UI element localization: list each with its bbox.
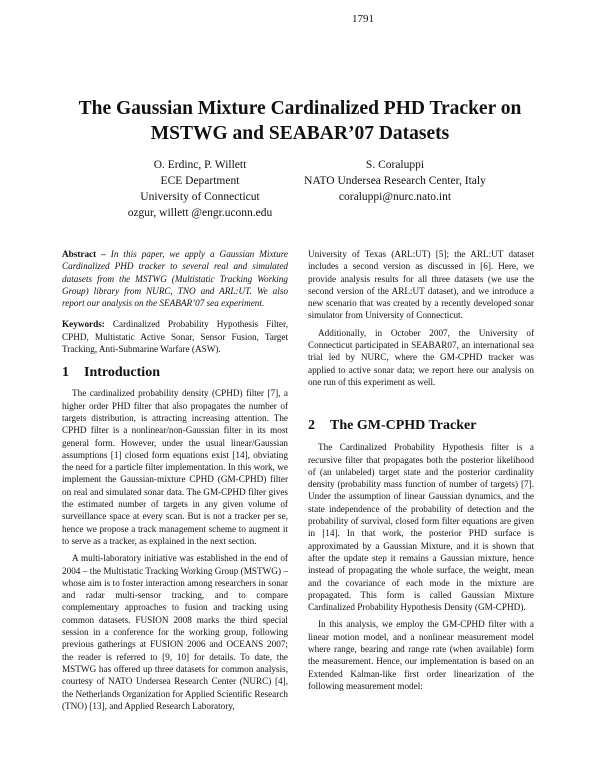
- author-names: O. Erdinc, P. Willett: [153, 159, 247, 171]
- title-line-1: The Gaussian Mixture Cardinalized PHD Tracker on: [78, 98, 522, 119]
- paragraph: The Cardinalized Probability Hypothesis filter is a recursive filter that propagates both the posterior likelihood of (an unlabeled) target state and the posterior cardinality density (probability mass function of number of targets) [7]. Under the assumption of linear Gaussian dynamics, and the state independence of the probability of detection and the probability of survival, closed form filter equations are given in [14]. In that work, the posterior PHD surface is approximated by a Gaussian Mixture, and it is shown that after the update step it remains a Gaussian mixture, hence instead of propagating the whole surface, the weight, mean and the covariance of each mode in the mixture are propagated. This form is called Gaussian Mixture Cardinalized Probability Hypothesis Density (GM-CPHD).: [308, 442, 534, 613]
- author-email: ozgur, willett @engr.uconn.edu: [127, 207, 273, 219]
- page-number: 1791: [352, 13, 374, 25]
- author-organization: NATO Undersea Research Center, Italy: [304, 175, 486, 187]
- title-line-2: MSTWG and SEABAR’07 Datasets: [150, 123, 450, 144]
- keywords: [62, 318, 288, 355]
- abstract: [62, 248, 288, 309]
- author-email: coraluppi@nurc.nato.int: [338, 191, 452, 203]
- abstract-label: Abstract –: [62, 249, 106, 259]
- abstract-text: In this paper, we apply a Gaussian Mixture Cardinalized PHD tracker to several real and simulated datasets from the MSTWG (Multistatic Tracking Working Group) library from NURC, TNO and ARL:UT. We also report our analysis on the SEABAR’07 sea experiment.: [62, 249, 289, 309]
- author-block-right: [285, 157, 505, 205]
- section-title: Introduction: [84, 365, 160, 381]
- section-heading-gm-cphd: [308, 418, 534, 434]
- paragraph: A multi-laboratory initiative was established in the end of 2004 – the Multistatic Tracking Working Group (MSTWG) – whose aim is to foster interaction among researchers in sonar and radar multi-sensor tracking, and to compare complementary approaches to fusion and tracking using common datasets. FUSION 2008 marks the third special session in a conference for the working group, following previous gatherings at FUSION 2006 and OCEANS 2007; the reader is referred to [9, 10] for details. To date, the MSTWG has offered up three datasets for common analysis, courtesy of NATO Undersea Research Center (NURC) [4], the Netherlands Organization for Applied Scientific Research (TNO) [13], and Applied Research Laboratory,: [62, 553, 288, 711]
- section-number: 1: [62, 365, 69, 381]
- keywords-text: Cardinalized Probability Hypothesis Filter, CPHD, Multistatic Active Sonar, Sensor Fusion, Target Tracking, Anti-Submarine Warfare (ASW).: [62, 319, 288, 355]
- section-number: 2: [308, 418, 315, 434]
- paragraph: The cardinalized probability density (CPHD) filter [7], a higher order PHD filter that also propagates the number of targets distribution, is attracting increasing attention. The CPHD filter is a nonlinear/non-Gaussian filter in its most general form. However, under the usual linear/Gaussian assumptions [1] closed form equations exist [14], obviating the need for a particle filter implementation. In this work, we implement the Gaussian-mixture CPHD (GM-CPHD) filter on real and simulated sonar data. The GM-CPHD filter gives the estimated number of targets in any given volume of surveillance space at every scan. But is not a tracker per se, hence we propose a track management scheme to augment it to serve as a tracker, as explained in the next section.: [62, 388, 288, 546]
- author-names: S. Coraluppi: [365, 159, 425, 171]
- author-block-left: [90, 157, 310, 221]
- section-title: The GM-CPHD Tracker: [330, 418, 477, 434]
- keywords-label: Keywords:: [62, 319, 105, 330]
- paragraph: Additionally, in October 2007, the University of Connecticut participated in SEABAR07, an international sea trial led by NURC, where the GM-CPHD tracker was applied to active sonar data; we report here our analysis on one run of this experiment as well.: [308, 327, 534, 387]
- right-column: [308, 248, 534, 697]
- author-university: University of Connecticut: [140, 191, 260, 203]
- left-column: [62, 248, 288, 717]
- section-heading-introduction: [62, 365, 288, 381]
- paragraph-continued: University of Texas (ARL:UT) [5]; the ARL:UT dataset includes a second version as discussed in [6]. Here, we provide analysis results for all three datasets (we use the second version of the ARL:UT dataset), and we introduce a new scenario that was created by a recently developed sonar simulator from University of Connecticut.: [308, 249, 534, 321]
- paper-title: [40, 96, 560, 146]
- paragraph: In this analysis, we employ the GM-CPHD filter with a linear motion model, and a nonlinear measurement model where range, bearing and range rate (when available) form the measurement. Hence, our implementation is based on an Extended Kalman-like first order linearization of the following measurement model:: [308, 619, 534, 691]
- author-department: ECE Department: [160, 175, 240, 187]
